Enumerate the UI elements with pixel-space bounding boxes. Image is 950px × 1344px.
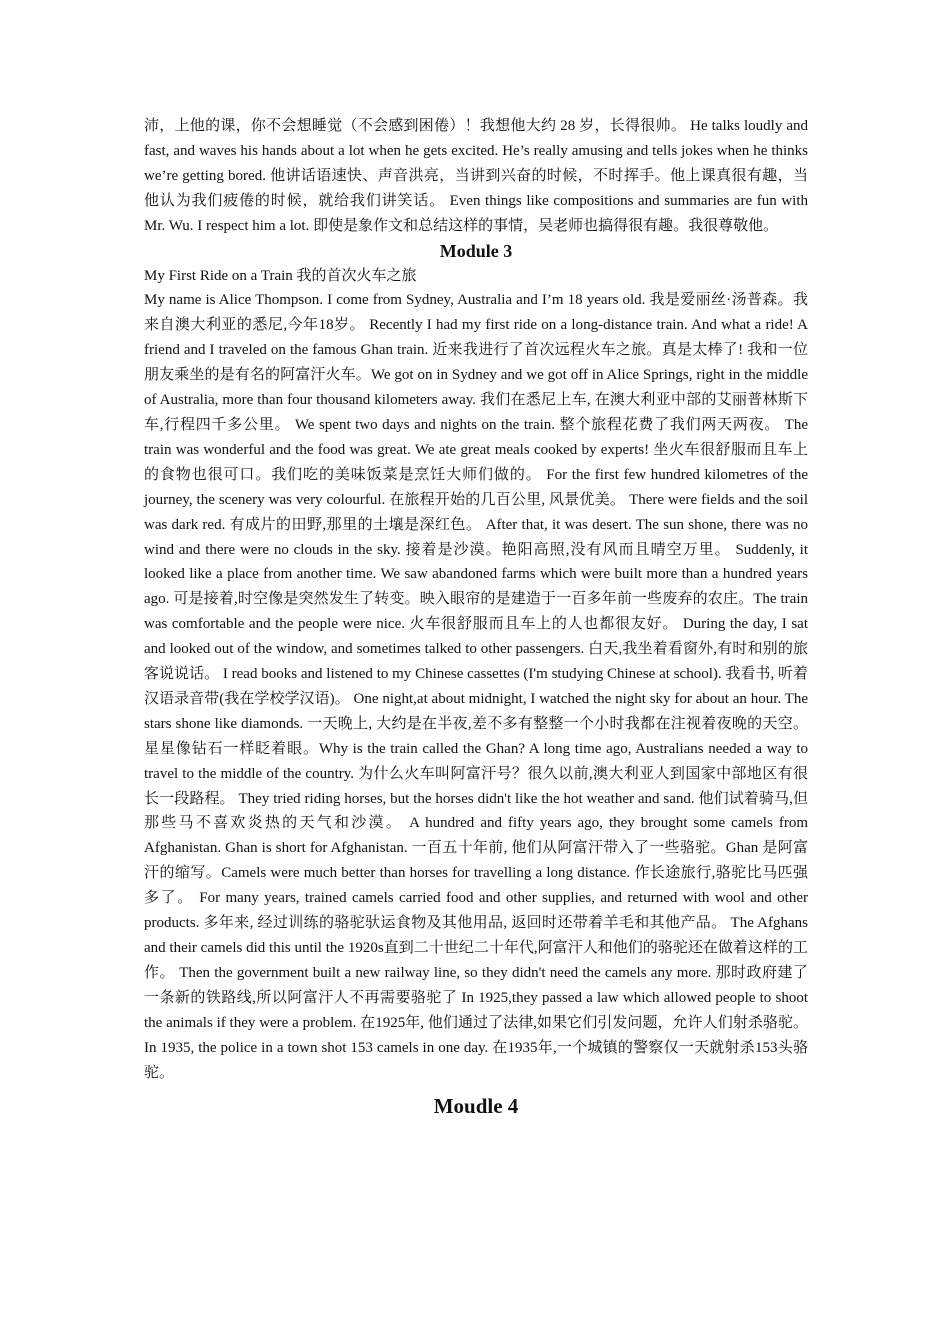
document-page	[144, 114, 808, 1121]
module-3-heading: Module 3	[439, 240, 513, 261]
intro-paragraph: 沛，上他的课，你不会想睡觉（不会感到困倦）！我想他大约 28 岁，长得很帅。 He talks loudly and fast, and waves his hands about a lot when he gets excited. He’s really amusing and tells jokes when he thinks we’re getting bored. 他讲话语速快、声音洪亮，当讲到兴奋的时候，不时挥手。他上课真很有趣，当他认为我们疲倦的时候，就给我们讲笑话。 Even things like compositions and summaries are fun with Mr. Wu. I respect him a lot. 即使是象作文和总结这样的事情，吴老师也搞得很有趣。我很尊敬他。	[144, 118, 808, 234]
module-4-heading: Moudle 4	[433, 1094, 519, 1119]
module-3-body: My name is Alice Thompson. I come from Sydney, Australia and I’m 18 years old. 我是爱丽丝·汤普森。我来自澳大利亚的悉尼,今年18岁。 Recently I had my first ride on a long-distance train. And what a ride! A friend and I traveled on the famous Ghan train. 近来我进行了首次远程火车之旅。真是太棒了! 我和一位朋友乘坐的是有名的阿富汗火车。We got on in Sydney and we got off in Alice Springs, right in the middle of Australia, more than four thousand kilometers away. 我们在悉尼上车, 在澳大利亚中部的艾丽普林斯下车,行程四千多公里。 We spent two days and nights on the train. 整个旅程花费了我们两天两夜。 The train was wonderful and the food was great. We ate great meals cooked by experts! 坐火车很舒服而且车上的食物也很可口。我们吃的美味饭菜是烹饪大师们做的。 For the first few hundred kilometres of the journey, the scenery was very colourful. 在旅程开始的几百公里, 风景优美。 There were fields and the soil was dark red. 有成片的田野,那里的土壤是深红色。 After that, it was desert. The sun shone, there was no wind and there were no clouds in the sky. 接着是沙漠。艳阳高照,没有风而且晴空万里。 Suddenly, it looked like a place from another time. We saw abandoned farms which were built more than a hundred years ago. 可是接着,时空像是突然发生了转变。映入眼帘的是建造于一百多年前一些废弃的农庄。The train was comfortable and the people were nice. 火车很舒服而且车上的人也都很友好。 During the day, I sat and looked out of the window, and sometimes talked to other passengers. 白天,我坐着看窗外,有时和别的旅客说说话。 I read books and listened to my Chinese cassettes (I'm studying Chinese at school). 我看书, 听着汉语录音带(我在学校学汉语)。 One night,at about midnight, I watched the night sky for about an hour. The stars shone like diamonds. 一天晚上, 大约是在半夜,差不多有整整一个小时我都在注视着夜晚的天空。星星像钻石一样眨着眼。Why is the train called the Ghan? A long time ago, Australians needed a way to travel to the middle of the country. 为什么火车叫阿富汗号？很久以前,澳大利亚人到国家中部地区有很长一段路程。 They tried riding horses, but the horses didn't like the hot weather and sand. 他们试着骑马,但那些马不喜欢炎热的天气和沙漠。 A hundred and fifty years ago, they brought some camels from Afghanistan. Ghan is short for Afghanistan. 一百五十年前, 他们从阿富汗带入了一些骆驼。Ghan 是阿富汗的缩写。Camels were much better than horses for travelling a long distance. 作长途旅行,骆驼比马匹强多了。 For many years, trained camels carried food and other supplies, and returned with wool and other products. 多年来, 经过训练的骆驼驮运食物及其他用品, 返回时还带着羊毛和其他产品。 The Afghans and their camels did this until the 1920s直到二十世纪二十年代,阿富汗人和他们的骆驼还在做着这样的工作。 Then the government built a new railway line, so they didn't need the camels any more. 那时政府建了一条新的铁路线,所以阿富汗人不再需要骆驼了 In 1925,they passed a law which allowed people to shoot the animals if they were a problem. 在1925年, 他们通过了法律,如果它们引发问题，允许人们射杀骆驼。 In 1935, the police in a town shot 153 camels in one day. 在1935年,一个城镇的警察仅一天就射杀153头骆驼。	[144, 292, 808, 1081]
module-3-subtitle: My First Ride on a Train 我的首次火车之旅	[144, 267, 417, 284]
